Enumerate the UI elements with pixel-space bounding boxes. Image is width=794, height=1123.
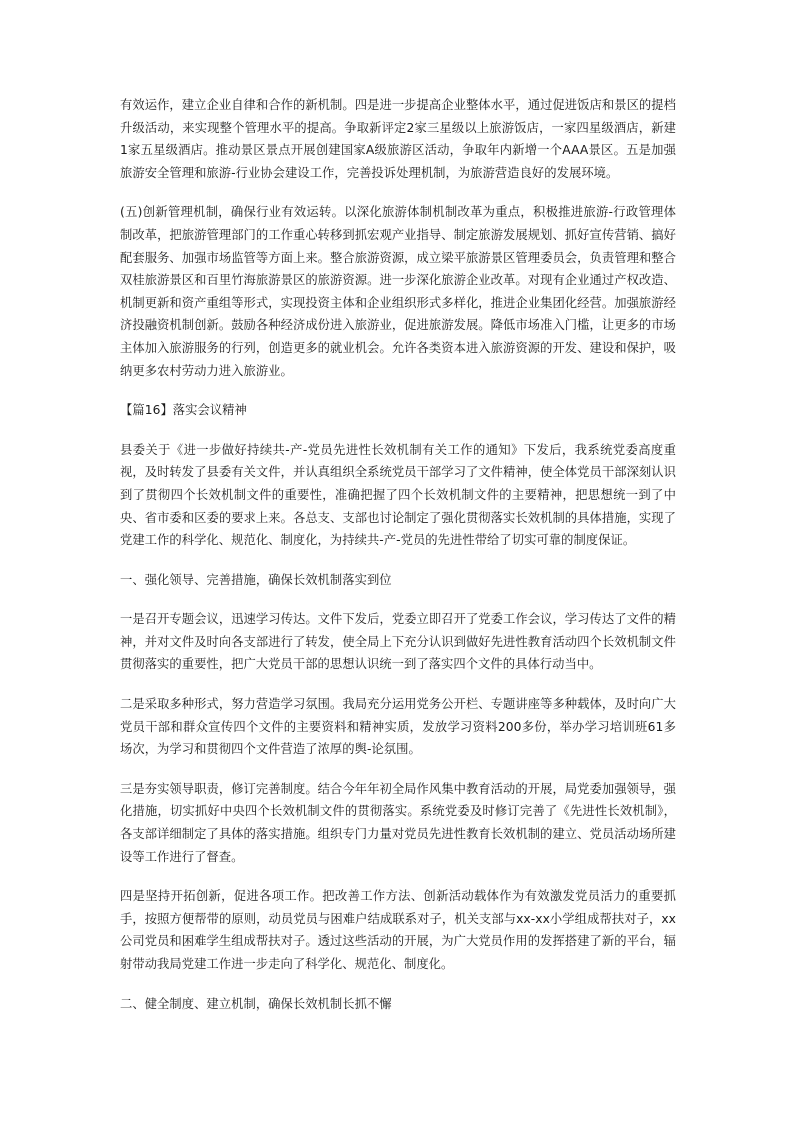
paragraph-county-notice: 县委关于《进一步做好持续共-产-党员先进性长效机制有关工作的通知》下发后，我系统党委高度重视，及时转发了县委有关文件，并认真组织全系统党员干部学习了文件精神，使全体党员干部深刻认识到了贯彻四个长效机制文件的重要性，准确把握了四个长效机制文件的主要精神，把思想统一到了中央、省市委和区委的要求上来。各总支、支部也讨论制定了强化贯彻落实长效机制的具体措施，实现了党建工作的科学化、规范化、制度化，为持续共-产-党员的先进性带给了切实可靠的制度保证。 — [120, 442, 676, 548]
paragraph-leadership-duty: 三是夯实领导职责，修订完善制度。结合今年年初全局作风集中教育活动的开展，局党委加强领导，强化措施，切实抓好中央四个长效机制文件的贯彻落实。系统党委及时修订完善了《先进性长效机制》，各支部详细制定了具体的落实措施。组织专门力量对党员先进性教育长效机制的建立、党员活动场所建设等工作进行了督查。 — [120, 781, 676, 864]
section-title-article-16: 【篇16】落实会议精神 — [120, 403, 247, 418]
paragraph-study-atmosphere: 二是采取多种形式，努力营造学习氛围。我局充分运用党务公开栏、专题讲座等多种载体，及时向广大党员干部和群众宣传四个文件的主要资料和精神实质，发放学习资料200多份，举办学习培训班61多场次，为学习和贯彻四个文件营造了浓厚的舆-论氛围。 — [120, 697, 676, 757]
paragraph-special-meeting: 一是召开专题会议，迅速学习传达。文件下发后，党委立即召开了党委工作会议，学习传达了文件的精神，并对文件及时向各支部进行了转发，使全局上下充分认识到做好先进性教育活动四个长效机制文件贯彻落实的重要性，把广大党员干部的思想认识统一到了落实四个文件的具体行动当中。 — [120, 612, 676, 672]
document-body — [120, 94, 676, 1032]
paragraph-tourism-work-continued: 有效运作，建立企业自律和合作的新机制。四是进一步提高企业整体水平，通过促进饭店和景区的提档升级活动，来实现整个管理水平的提高。争取新评定2家三星级以上旅游饭店，一家四星级酒店，新建1家五星级酒店。推动景区景点开展创建国家A级旅游区活动，争取年内新增一个AAA景区。五是加强旅游安全管理和旅游-行业协会建设工作，完善投诉处理机制，为旅游营造良好的发展环境。 — [120, 98, 676, 180]
section-heading-one: 一、强化领导、完善措施，确保长效机制落实到位 — [120, 572, 392, 587]
paragraph-innovate-management: (五)创新管理机制，确保行业有效运转。以深化旅游体制机制改革为重点，积极推进旅游-行政管理体制改革，把旅游管理部门的工作重心转移到抓宏观产业指导、制定旅游发展规划、抓好宣传营销、搞好配套服务、加强市场监管等方面上来。整合旅游资源，成立梁平旅游景区管理委员会，负责管理和整合双桂旅游景区和百里竹海旅游景区的旅游资源。进一步深化旅游企业改革。对现有企业通过产权改造、机制更新和资产重组等形式，实现投资主体和企业组织形式多样化，推进企业集团化经营。加强旅游经济投融资机制创新。鼓励各种经济成份进入旅游业，促进旅游发展。降低市场准入门槛，让更多的市场主体加入旅游服务的行列，创造更多的就业机会。允许各类资本进入旅游资源的开发、建设和保护，吸纳更多农村劳动力进入旅游业。 — [120, 205, 676, 378]
paragraph-innovation: 四是坚持开拓创新，促进各项工作。把改善工作方法、创新活动载体作为有效激发党员活力的重要抓手，按照方便帮带的原则，动员党员与困难户结成联系对子，机关支部与xx-xx小学组成帮扶对子，xx公司党员和困难学生组成帮扶对子。透过这些活动的开展，为广大党员作用的发挥搭建了新的平台，辐射带动我局党建工作进一步走向了科学化、规范化、制度化。 — [120, 889, 676, 971]
section-heading-two: 二、健全制度、建立机制，确保长效机制长抓不懈 — [120, 996, 392, 1011]
